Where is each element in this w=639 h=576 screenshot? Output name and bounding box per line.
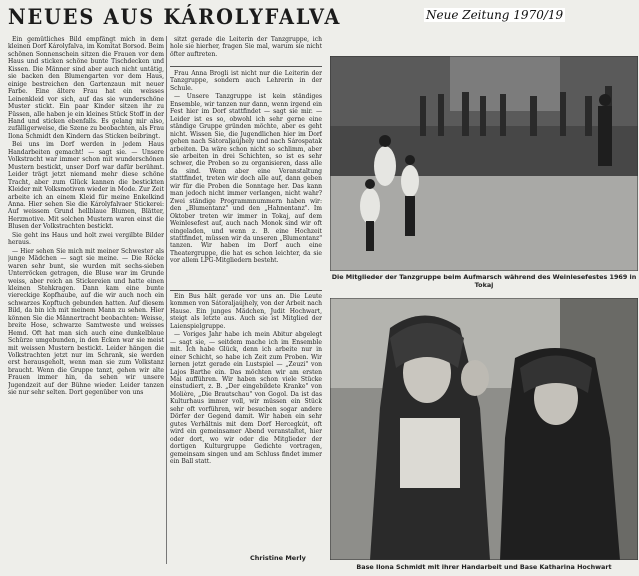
column-divider — [166, 36, 167, 564]
paragraph: Ein gemütliches Bild empfängt mich in dem kleinen Dorf Károlyfalva, im Komitat Borsod. Beim schönen Sonnenschein sitzen die Frauen vor dem Haus und sticken schöne bunte Tischdecken und Kissen. Die Männer sind aber auch nicht untätig, sie backen den Blumengarten vor dem Haus, einige bestreichen den Gartenzaun mit neuer Farbe. Eine ältere Frau hat ein weisses Leinenkleid vor sich, auf das sie wunderschöne Muster stickt. Ein paar Kinder sitzen ihr zu Füssen, alle haben je ein kleines Stück Stoff in der Hand und sticken ebenfalls. Es gelang mir also, zufälligerweise, die Szene zu beobachten, als Frau Ilona Schmidt den Kindern das Sticken beibringt. — [8, 36, 164, 140]
two-women-photo-image — [330, 298, 638, 560]
section-divider — [170, 66, 322, 67]
paragraph: Frau Anna Brogli ist nicht nur die Leiterin der Tanzgruppe, sondern auch Lehrerin in der Schule. — [170, 70, 322, 92]
photo-caption-top: Die Mitglieder der Tanzgruppe beim Aufmarsch während des Weinlesefestes 1969 in Tokaj — [331, 273, 637, 289]
photo-caption-bottom: Base Ilona Schmidt mit ihrer Handarbeit und Base Katharina Hochwart — [356, 563, 612, 571]
dance-group-photo-image — [330, 56, 638, 271]
paragraph: Sie geht ins Haus und holt zwei vergilbte Bilder heraus. — [8, 231, 164, 247]
paragraph: — Voriges Jahr habe ich mein Abitur abgelegt — sagt sie, — seitdem mache ich im Ensemble mit. Ich habe Glück, denn ich arbeite nur in einer Schicht, so habe ich Zeit zum Proben. Wir lernen jetzt gerade ein Lustspiel — „Zeuzi" von Lajos Barthe ein. Das möchten wir am ersten Mai aufführen. Wir haben schon viele Stücke einstudiert, z. B. „Der eingebildete Kranke" von Molière, „Die Brautschau" von Gogol. Da ist das Kulturhaus immer voll, wir müssen ein Stück sehr oft vorführen, wir besuchen sogar andere Dörfer der Gegend damit. Wir haben ein sehr gutes Verhältnis mit dem Dorf Hercegkút, oft wird ein gemeinsamer Abend veranstaltet, hier oder dort, wo wir oder die Mitglieder der dortigen Kulturgruppe Gedichte vortragen, gemeinsam singen und am Schluss findet immer ein Ball statt. — [170, 331, 322, 465]
article-column-1 — [8, 36, 164, 566]
photo-two-women — [330, 298, 638, 560]
article-column-2-middle — [170, 70, 322, 290]
paragraph: — Hier sehen Sie mich mit meiner Schwester als junge Mädchen — sagt sie meine. — Die Röcke waren sehr bunt, sie wurden mit sechs-sieben Unterröcken getragen, die Bluse war im Grunde weiss, aber reich an Stickereien und hatte einen kleinen Stehkragen. Dann kam eine bunte viereckige Kopfhaube, auf die wir auch noch ein schwarzes Kopftuch gebunden hatten. Auf diesem Bild, da bin ich mit meinem Mann zu sehen. Hier können Sie die Männertracht beobachten: Weisse, breite Hose, schwarze Samtweste und weisses Hemd. Oft hat man sich auch eine dunkelblaue Schürze umgebunden, in den Ecken war sie meist mit weissen Mustern bestickt. Leider hängen die Volkstrachten jetzt nur im Schrank, sie werden erst herausgeholt, wenn man sie zum Volkstanz braucht. Wenn die Gruppe tanzt, gehen wir alte Frauen immer hin, da sehen wir unsere Jugendzeit auf der Bühne wieder. Leider tanzen sie nur sehr selten. Dort gegenüber von uns — [8, 247, 164, 397]
paragraph: — Unsere Tanzgruppe ist kein ständiges Ensemble, wir tanzen nur dann, wenn irgend ein Fest hier im Dorf stattfindet — sagt sie mir. — Leider ist es so, obwohl ich sehr gerne eine ständige Gruppe gründen möchte, aber es geht nicht. Wissen Sie, die Jugendlichen hier im Dorf gehen nach Sátoraljaújhely und nach Sárospatak arbeiten. Da wäre schon nicht so schlimm, aber sie arbeiten in drei Schichten, so ist es sehr schwer, die Proben so zu organisieren, dass alle da sind. Wenn aber eine Veranstaltung stattfindet, treten wir doch alle auf, dann geben wir für die Proben die Sonntage her. Das kann man jedoch nicht immer verlangen, nicht wahr? Zwei ständige Programmnummern haben wir: den „Blumentanz" und den „Hahnentanz". Im Oktober treten wir immer in Tokaj, auf dem Weinlesefest auf, auch nach Monok sind wir oft eingeladen, und wenn z. B. eine Hochzeit stattfindet, müssen wir da unseren „Blumentanz" tanzen. Wir haben im Dorf auch eine Theatergruppe, die hat es schon leichter, da sie vor allem LPG-Mitgliedern besteht. — [170, 93, 322, 265]
author-byline: Christine Merly — [250, 554, 306, 562]
photo-dance-group — [330, 56, 638, 271]
section-divider — [170, 290, 322, 291]
paragraph: sitzt gerade die Leiterin der Tanzgruppe, ich hole sie hierher, fragen Sie mal, warum sie nicht öfter auftreten. — [170, 36, 322, 58]
paragraph: Bei uns im Dorf werden in jedem Haus Handarbeiten gemacht! — sagt sie. — Unsere Volkstracht war immer schon mit wunderschönen Mustern bestickt, unser Dorf war dafür berühmt. Leider trägt jetzt niemand mehr diese schöne Tracht, aber zum Glück kannen die bestickten Kleider mit Volksmotiven wieder in Mode. Zur Zeit arbeite ich an einem Kleid für meine Enkelkind Anna. Hier sehen Sie die Károlyfalvaer Stickerei: Auf weissem Grund hellblaue Blumen, Blätter, Herzmotive. Mit solchen Mustern waren einst die Blusen der Volkstrachten bestickt. — [8, 141, 164, 231]
article-column-2-bottom — [170, 293, 322, 563]
paragraph: Ein Bus hält gerade vor uns an. Die Leute kommen von Sátoraljaújhely, von der Arbeit nach Hause. Ein junges Mädchen, Judit Hochwart, steigt als letzte aus. Auch sie ist Mitglied der Laienspielgruppe. — [170, 293, 322, 330]
article-headline: NEUES AUS KÁROLYFALVA — [8, 4, 342, 29]
source-label: Neue Zeitung 1970/19 — [426, 8, 564, 22]
